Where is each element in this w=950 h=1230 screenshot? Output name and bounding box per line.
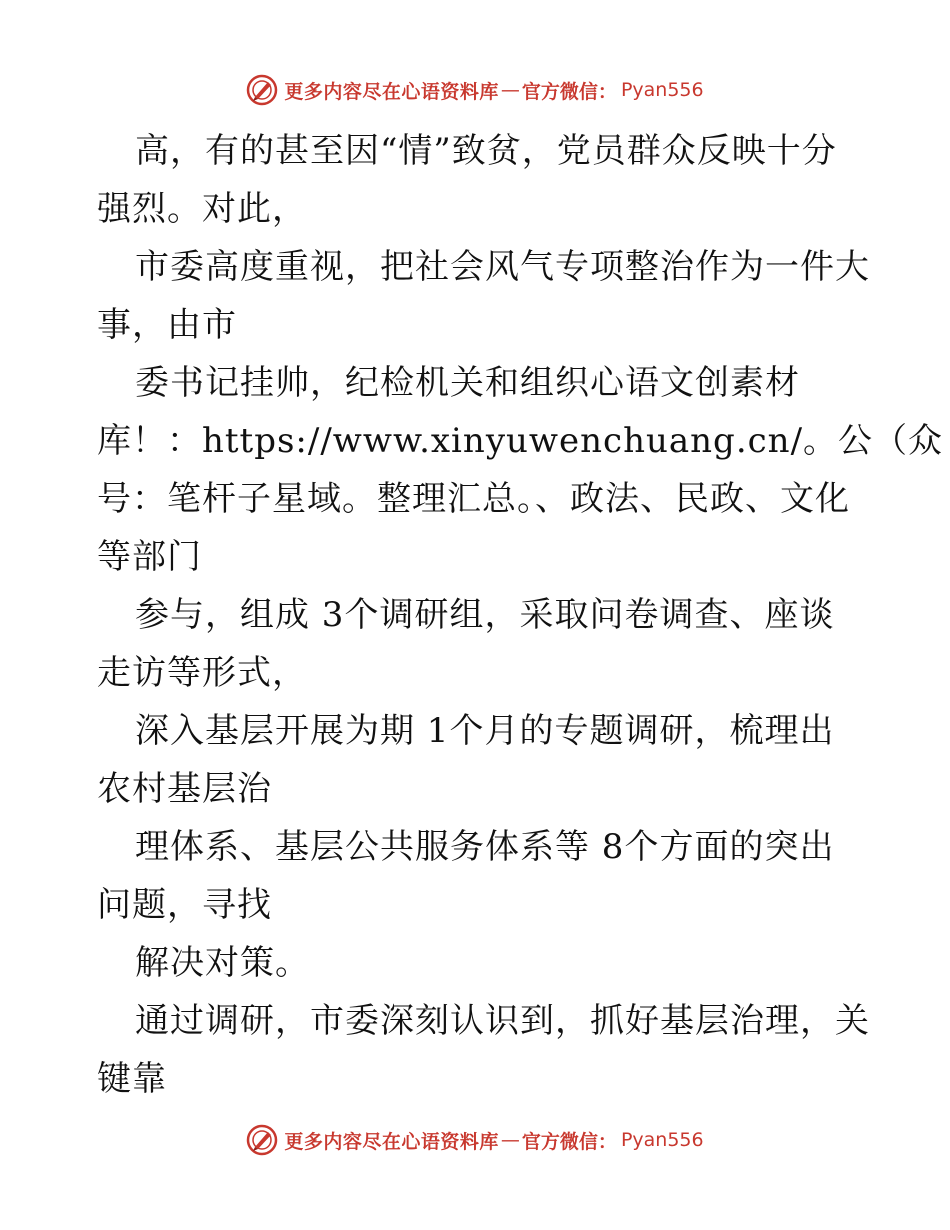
footer-banner-text: 更多内容尽在心语资料库 (284, 1130, 499, 1153)
text-line: 事，由市 (97, 305, 237, 345)
text-line: 农村基层治 (97, 769, 272, 809)
header-banner (0, 70, 950, 110)
text-line: 理体系、基层公共服务体系等 8个方面的突出 (135, 827, 835, 867)
text-line: 强烈。对此， (97, 189, 307, 229)
text-line: 键靠 (97, 1059, 167, 1099)
header-wechat-label: 官方微信： (521, 80, 617, 103)
text-line: 深入基层开展为期 1个月的专题调研，梳理出 (135, 711, 835, 751)
header-banner-separator: — (500, 79, 520, 101)
text-line: 等部门 (97, 537, 202, 577)
text-line: 问题，寻找 (97, 885, 272, 925)
footer-wechat-label: 官方微信： (521, 1130, 617, 1153)
footer-banner-separator: — (500, 1129, 520, 1151)
text-line: 走访等形式， (97, 653, 307, 693)
text-line: 库！：https://www.xinyuwenchuang.cn/。公（众 (97, 421, 944, 461)
text-line: 市委高度重视，把社会风气专项整治作为一件大 (135, 247, 870, 287)
text-line: 号：笔杆子星域。整理汇总。、政法、民政、文化 (97, 479, 850, 519)
text-line: 参与，组成 3个调研组，采取问卷调查、座谈 (135, 595, 835, 635)
footer-wechat-id: Pyan556 (620, 1129, 704, 1151)
text-line: 通过调研，市委深刻认识到，抓好基层治理，关 (135, 1001, 870, 1041)
pen-logo-icon (246, 74, 278, 106)
footer-banner (0, 1120, 950, 1160)
document-body (97, 122, 944, 1108)
text-line: 解决对策。 (135, 943, 310, 983)
header-wechat-id: Pyan556 (620, 79, 704, 101)
header-banner-text: 更多内容尽在心语资料库 (284, 80, 499, 103)
text-line: 委书记挂帅，纪检机关和组织心语文创素材 (135, 363, 800, 403)
text-line: 高，有的甚至因“情”致贫，党员群众反映十分 (135, 131, 837, 171)
pen-logo-icon (246, 1124, 278, 1156)
